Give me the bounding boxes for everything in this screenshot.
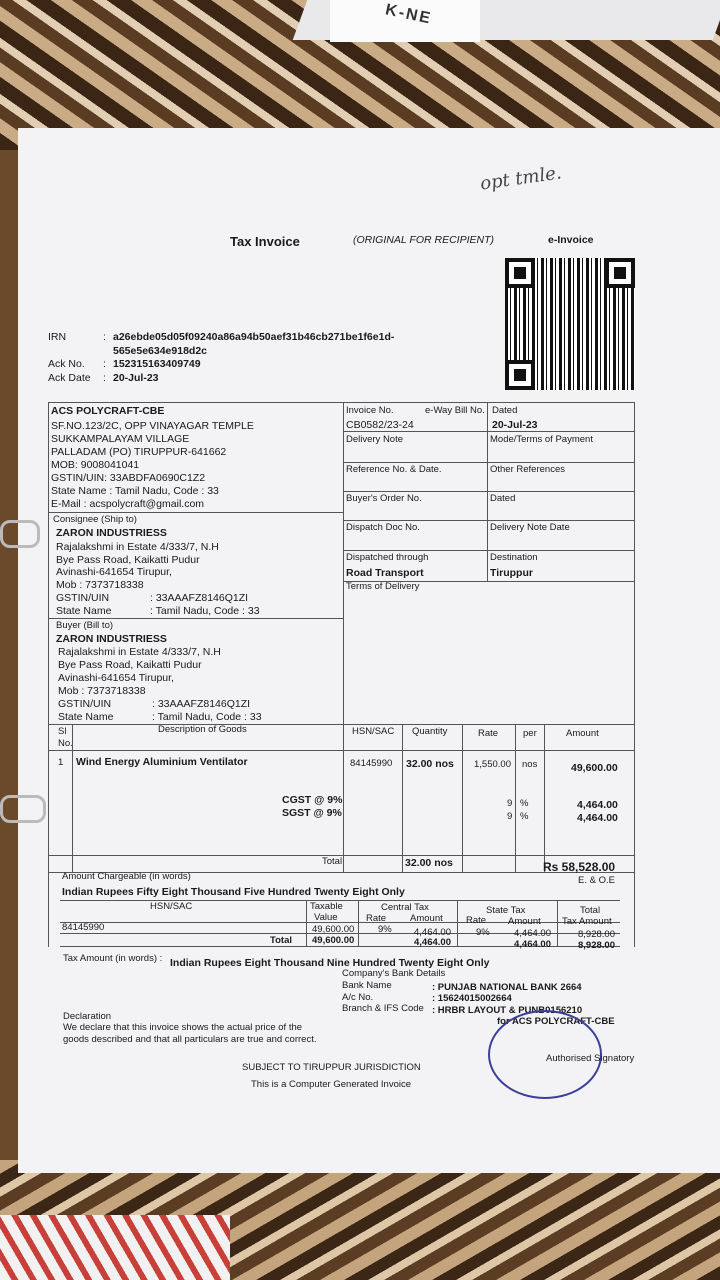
cgst-label: CGST @ 9% [282,794,343,806]
binder-ring-icon [0,520,40,548]
cloth [0,1215,230,1280]
bank-branch: : HRBR LAYOUT & PUNB0156210 [432,1005,583,1016]
consignee-name: ZARON INDUSTRIESS [56,527,167,539]
tax-col-total-amount: Tax Amount [562,916,612,927]
grid-line [358,900,359,947]
authorised-signatory: Authorised Signatory [546,1053,635,1064]
grid-line [457,900,458,947]
dispatched-through-label: Dispatched through [346,552,429,563]
col-no: No. [58,738,73,749]
grid-line [306,900,307,947]
mode-terms-label: Mode/Terms of Payment [490,434,593,445]
tax-row-state-rate: 9% [476,927,490,938]
grid-line [544,724,545,872]
consignee-label: Consignee (Ship to) [53,514,137,525]
tax-row-state-amount: 4,464.00 [514,928,551,939]
amount-words-label: Amount Chargeable (in words) [62,871,191,882]
eway-bill-label: e-Way Bill No. [425,405,485,416]
page-title: Tax Invoice [230,234,300,249]
buyer-name: ZARON INDUSTRIESS [56,633,167,645]
destination-value: Tiruppur [490,567,533,579]
consignee-gstin-label: GSTIN/UIN [56,592,110,604]
tax-total-label: Total [270,935,292,946]
tax-row-central-amount: 4,464.00 [414,927,451,938]
consignee-state: : Tamil Nadu, Code : 33 [150,605,260,617]
row-rate: 1,550.00 [474,759,511,770]
bank-ac-label: A/c No. [342,992,374,1003]
ack-no-colon: : [103,358,106,370]
grid-line [343,520,634,521]
computer-generated-note: This is a Computer Generated Invoice [251,1079,411,1090]
tax-total-central-amount: 4,464.00 [414,937,451,948]
consignee-mobile: Mob : 7373718338 [56,579,144,591]
tax-col-total: Total [580,905,601,916]
tax-col-state-rate: Rate [466,915,487,926]
col-rate: Rate [478,728,499,739]
sgst-label: SGST @ 9% [282,807,342,819]
grid-line [487,402,488,582]
tax-words-value: Indian Rupees Eight Thousand Nine Hundred Twenty Eight Only [170,957,490,969]
seller-name: ACS POLYCRAFT-CBE [51,405,165,417]
irn-label: IRN [48,331,67,343]
buyer-label: Buyer (Bill to) [56,620,114,631]
bank-name: : PUNJAB NATIONAL BANK 2664 [432,982,582,993]
consignee-state-label: State Name [56,605,112,617]
consignee-address-line: Rajalakshmi in Estate 4/333/7, N.H [56,541,219,553]
delivery-note-date-label: Delivery Note Date [490,522,570,533]
seller-gstin: GSTIN/UIN: 33ABDFA0690C1Z2 [51,472,206,484]
tax-row-total: 8,928.00 [578,929,615,940]
copy-label: (ORIGINAL FOR RECIPIENT) [353,234,494,246]
amount-words-value: Indian Rupees Fifty Eight Thousand Five Hundred Twenty Eight Only [62,886,405,898]
dated-label: Dated [492,405,518,416]
tax-total-total: 8,928.00 [578,940,615,951]
jurisdiction: SUBJECT TO TIRUPPUR JURISDICTION [242,1062,421,1073]
tax-total-state-amount: 4,464.00 [514,939,551,950]
grid-line [343,491,634,492]
tax-col-central: Central Tax [381,902,429,913]
row-description: Wind Energy Aluminium Ventilator [76,756,248,768]
col-amount: Amount [566,728,599,739]
tax-col-taxable: Taxable [310,901,343,912]
eoe-label: E. & O.E [578,875,615,886]
seller-address-line: SUKKAMPALAYAM VILLAGE [51,433,190,445]
tax-col-central-rate: Rate [366,913,387,924]
sgst-amount: 4,464.00 [577,812,618,824]
tax-row-hsn: 84145990 [62,922,105,933]
grid-line [48,750,635,751]
grid-line [343,550,634,551]
row-quantity: 32.00 nos [406,758,454,770]
sgst-rate: 9 [507,811,513,822]
other-references-label: Other References [490,464,565,475]
grid-line [557,900,558,947]
grid-line [48,402,49,947]
invoice-date: 20-Jul-23 [492,419,538,431]
total-label: Total [322,856,343,867]
buyer-state: : Tamil Nadu, Code : 33 [152,711,262,723]
col-description: Description of Goods [158,724,247,735]
destination-label: Destination [490,552,538,563]
einvoice-label: e-Invoice [548,234,594,246]
tax-words-label: Tax Amount (in words) : [63,953,163,964]
row-hsn: 84145990 [350,758,393,769]
dispatch-doc-label: Dispatch Doc No. [346,522,420,533]
seller-email: E-Mail : acspolycraft@gmail.com [51,498,205,510]
delivery-note-label: Delivery Note [346,434,404,445]
irn-colon: : [103,331,106,343]
bank-ac: : 15624015002664 [432,993,512,1004]
seller-state: State Name : Tamil Nadu, Code : 33 [51,485,219,497]
col-per: per [523,728,537,739]
tax-row-taxable: 49,600.00 [312,924,355,935]
grid-line [462,724,463,872]
seller-address-line: SF.NO.123/2C, OPP VINAYAGAR TEMPLE [51,420,254,432]
grid-line [48,512,343,513]
grid-line [634,402,635,947]
buyer-address-line: Avinashi-641654 Tirupur, [58,672,174,684]
grid-line [343,462,634,463]
tax-total-taxable: 49,600.00 [312,935,355,946]
invoice-no: CB0582/23-24 [346,419,414,431]
grid-line [48,724,635,725]
qr-finder-icon [505,258,535,288]
sgst-pct: % [520,811,529,822]
consignee-address-line: Bye Pass Road, Kaikatti Pudur [56,554,200,566]
handwritten-note: opt tmle. [478,162,563,195]
col-quantity: Quantity [412,726,448,737]
ack-date: 20-Jul-23 [113,372,159,384]
terms-delivery-label: Terms of Delivery [346,581,420,592]
reference-label: Reference No. & Date. [346,464,442,475]
background-paper-label: K-NE [383,1,434,28]
cgst-pct: % [520,798,529,809]
tax-col-state-amount: Amount [508,916,541,927]
grid-line [402,724,403,872]
buyer-gstin: : 33AAAFZ8146Q1ZI [152,698,251,710]
row-amount: 49,600.00 [571,762,618,774]
grid-line [343,431,634,432]
binder-ring-icon [0,795,46,823]
seller-mobile: MOB: 9008041041 [51,459,140,471]
qr-finder-icon [605,258,635,288]
cgst-rate: 9 [507,798,513,809]
buyer-gstin-label: GSTIN/UIN [58,698,112,710]
grid-line [343,402,344,872]
dated-label-2: Dated [490,493,516,504]
irn-value: a26ebde05d05f09240a86a94b50aef31b46cb271be1f6e1d- [113,331,395,343]
declaration-label: Declaration [63,1011,112,1022]
buyers-order-label: Buyer's Order No. [346,493,422,504]
invoice-no-label: Invoice No. [346,405,394,416]
qr-code-icon [505,258,635,390]
row-per: nos [522,759,538,770]
ack-no-label: Ack No. [48,358,85,370]
bank-branch-label: Branch & IFS Code [342,1003,424,1014]
col-hsn: HSN/SAC [352,726,395,737]
irn-value-cont: 565e5e634e918d2c [113,345,208,357]
tax-col-value: Value [314,912,338,923]
ack-date-label: Ack Date [48,372,91,384]
grid-line [48,402,635,403]
signature-for: for ACS POLYCRAFT-CBE [497,1016,615,1027]
grid-line [48,618,343,619]
consignee-gstin: : 33AAAFZ8146Q1ZI [150,592,249,604]
tax-col-hsn: HSN/SAC [150,901,193,912]
tax-row-central-rate: 9% [378,924,392,935]
ack-no: 152315163409749 [113,358,201,370]
declaration-text: goods described and that all particulars are true and correct. [63,1034,317,1045]
consignee-address-line: Avinashi-641654 Tirupur, [56,566,172,578]
tax-col-state: State Tax [486,905,526,916]
seller-address-line: PALLADAM (PO) TIRUPPUR-641662 [51,446,227,458]
qr-finder-icon [505,360,535,390]
buyer-state-label: State Name [58,711,114,723]
ack-date-colon: : [103,372,106,384]
bank-title: Company's Bank Details [342,968,446,979]
col-sl: Sl [58,726,67,737]
buyer-mobile: Mob : 7373718338 [58,685,146,697]
buyer-address-line: Rajalakshmi in Estate 4/333/7, N.H [58,646,221,658]
bank-name-label: Bank Name [342,980,392,991]
tax-col-central-amount: Amount [410,913,443,924]
row-sl: 1 [58,757,64,768]
declaration-text: We declare that this invoice shows the actual price of the [63,1022,303,1033]
transport-value: Road Transport [346,567,424,579]
buyer-address-line: Bye Pass Road, Kaikatti Pudur [58,659,202,671]
total-quantity: 32.00 nos [405,857,453,869]
total-amount: Rs 58,528.00 [543,860,616,874]
grid-line [515,724,516,872]
cgst-amount: 4,464.00 [577,799,618,811]
